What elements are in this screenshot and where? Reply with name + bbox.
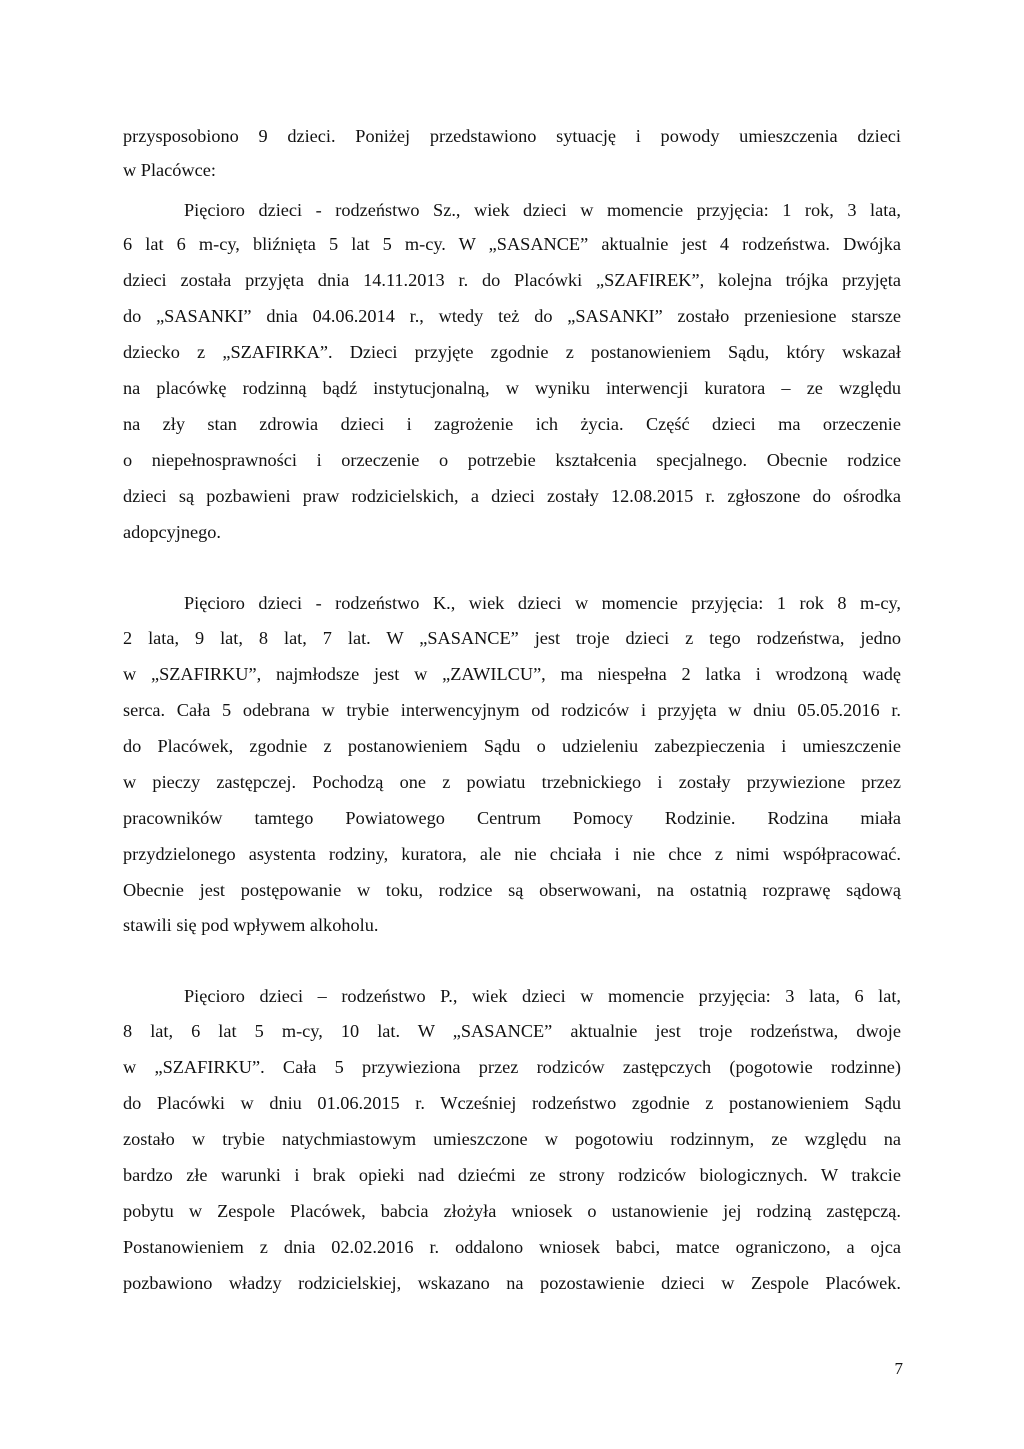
text-line: pozbawiono władzy rodzicielskiej, wskazano na pozostawienie dzieci w Zespole Placówek. xyxy=(123,1273,901,1293)
text-line: Postanowieniem z dnia 02.02.2016 r. oddalono wniosek babci, matce ograniczono, a ojca xyxy=(123,1237,901,1257)
text-line: dziecko z „SZAFIRKA”. Dzieci przyjęte zgodnie z postanowieniem Sądu, który wskazał xyxy=(123,342,901,362)
text-line: Obecnie jest postępowanie w toku, rodzice są obserwowani, na ostatnią rozprawę sądową xyxy=(123,880,901,900)
paragraph-first-line: Pięcioro dzieci - rodzeństwo K., wiek dzieci w momencie przyjęcia: 1 rok 8 m-cy, xyxy=(184,593,901,613)
text-line: dzieci została przyjęta dnia 14.11.2013 r. do Placówki „SZAFIREK”, kolejna trójka przyjęta xyxy=(123,270,901,290)
text-line: 8 lat, 6 lat 5 m-cy, 10 lat. W „SASANCE” aktualnie jest troje rodzeństwa, dwoje xyxy=(123,1021,901,1041)
text-line: stawili się pod wpływem alkoholu. xyxy=(123,915,379,935)
text-line: 2 lata, 9 lat, 8 lat, 7 lat. W „SASANCE” jest troje dzieci z tego rodzeństwa, jedno xyxy=(123,628,901,648)
text-line: do Placówki w dniu 01.06.2015 r. Wcześniej rodzeństwo zgodnie z postanowieniem Sądu xyxy=(123,1093,901,1113)
text-line: w Placówce: xyxy=(123,160,216,180)
text-line: na placówkę rodzinną bądź instytucjonalną, w wyniku interwencji kuratora – ze względu xyxy=(123,378,901,398)
text-line: dzieci są pozbawieni praw rodzicielskich, a dzieci zostały 12.08.2015 r. zgłoszone do ośrodka xyxy=(123,486,901,506)
text-line: zostało w trybie natychmiastowym umieszczone w pogotowiu rodzinnym, ze względu na xyxy=(123,1129,901,1149)
text-line: pracowników tamtego Powiatowego Centrum Pomocy Rodzinie. Rodzina miała xyxy=(123,808,901,828)
text-line: przydzielonego asystenta rodziny, kuratora, ale nie chciała i nie chce z nimi współpracować. xyxy=(123,844,901,864)
text-line: w pieczy zastępczej. Pochodzą one z powiatu trzebnickiego i zostały przywiezione przez xyxy=(123,772,901,792)
text-line: 6 lat 6 m-cy, bliźnięta 5 lat 5 m-cy. W „SASANCE” aktualnie jest 4 rodzeństwa. Dwójka xyxy=(123,234,901,254)
text-line: w „SZAFIRKU”. Cała 5 przywieziona przez rodziców zastępczych (pogotowie rodzinne) xyxy=(123,1057,901,1077)
page-number: 7 xyxy=(894,1359,903,1378)
text-line: serca. Cała 5 odebrana w trybie interwencyjnym od rodziców i przyjęta w dniu 05.05.2016 r. xyxy=(123,700,901,720)
paragraph-first-line: Pięcioro dzieci – rodzeństwo P., wiek dzieci w momencie przyjęcia: 3 lata, 6 lat, xyxy=(184,986,901,1006)
text-line: o niepełnosprawności i orzeczenie o potrzebie kształcenia specjalnego. Obecnie rodzice xyxy=(123,450,901,470)
text-line: przysposobiono 9 dzieci. Poniżej przedstawiono sytuację i powody umieszczenia dzieci xyxy=(123,126,901,146)
text-line: bardzo złe warunki i brak opieki nad dziećmi ze strony rodziców biologicznych. W trakcie xyxy=(123,1165,901,1185)
text-line: pobytu w Zespole Placówek, babcia złożyła wniosek o ustanowienie jej rodziną zastępczą. xyxy=(123,1201,901,1221)
text-line: na zły stan zdrowia dzieci i zagrożenie ich życia. Część dzieci ma orzeczenie xyxy=(123,414,901,434)
paragraph-first-line: Pięcioro dzieci - rodzeństwo Sz., wiek dzieci w momencie przyjęcia: 1 rok, 3 lata, xyxy=(184,200,901,220)
text-line: do „SASANKI” dnia 04.06.2014 r., wtedy też do „SASANKI” zostało przeniesione starsze xyxy=(123,306,901,326)
text-line: adopcyjnego. xyxy=(123,522,221,542)
text-line: do Placówek, zgodnie z postanowieniem Sądu o udzieleniu zabezpieczenia i umieszczenie xyxy=(123,736,901,756)
text-line: w „SZAFIRKU”, najmłodsze jest w „ZAWILCU”, ma niespełna 2 latka i wrodzoną wadę xyxy=(123,664,901,684)
